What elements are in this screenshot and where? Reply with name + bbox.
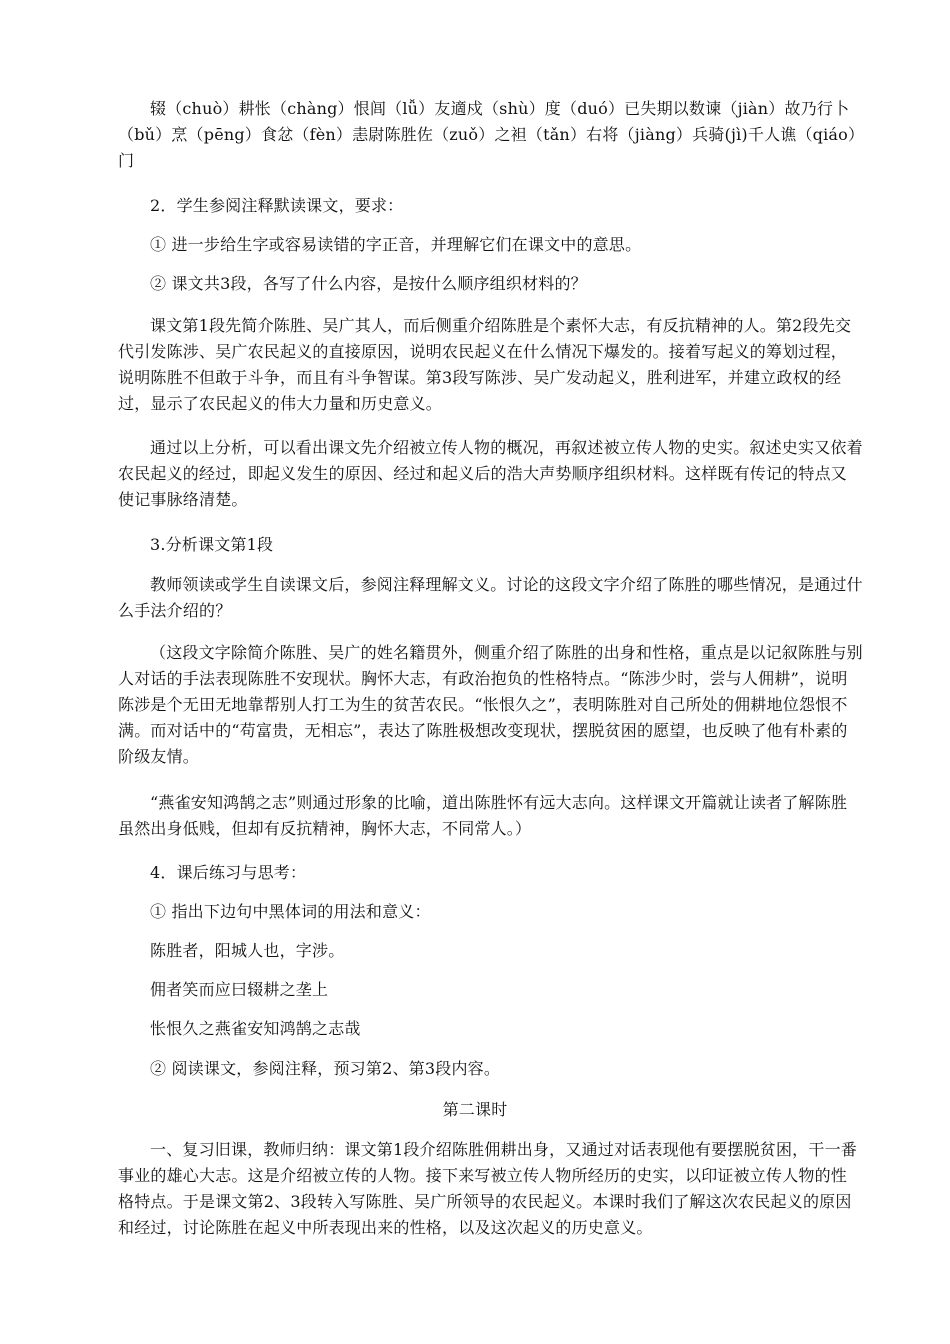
example-sentence-3: 怅恨久之燕雀安知鸿鹄之志哉 — [150, 1019, 361, 1038]
step-3-heading: 3.分析课文第1段 — [150, 535, 274, 554]
review-paragraph: 一、复习旧课，教师归纳：课文第1段介绍陈胜佣耕出身，又通过对话表现他有要摆脱贫困，干一番事业的雄心大志。这是介绍被立传的人物。接下来写被立传人物所经历的史实，以印证被立传人物的性格特点。于是课文第2、3段转入写陈胜、吴广所领导的农民起义。本课时我们了解这次农民起义的原因和经过，讨论陈胜在起义中所表现出来的性格，以及这次起义的历史意义。 — [118, 1140, 857, 1237]
step-4-heading: 4．课后练习与思考： — [150, 863, 307, 882]
example-sentence-1: 陈胜者，阳城人也，字涉。 — [150, 941, 345, 960]
exercise-2: ② 阅读课文，参阅注释，预习第2、第3段内容。 — [150, 1059, 501, 1078]
example-sentence-2: 佣者笑而应曰辍耕之垄上 — [150, 980, 329, 999]
exercise-1: ① 指出下边句中黑体词的用法和意义： — [150, 902, 431, 921]
metaphor-paragraph: “燕雀安知鸿鹄之志”则通过形象的比喻，道出陈胜怀有远大志向。这样课文开篇就让读者了解陈胜虽然出身低贱，但却有反抗精神，胸怀大志，不同常人。） — [118, 793, 848, 838]
pinyin-vocabulary-paragraph: 辍（chuò）耕怅（chàng）恨闾（lǚ）友適戍（shù）度（duó）已失期以数谏（jiàn）故乃行卜（bǔ）烹（pēng）食忿（fèn）恚尉陈胜佐（zuǒ）之袒（tǎn）右将（jiàng）兵骑(jì)千人谯（qiáo）门 — [118, 99, 857, 170]
discussion-prompt: 教师领读或学生自读课文后，参阅注释理解文义。讨论的这段文字介绍了陈胜的哪些情况，是通过什么手法介绍的？ — [118, 575, 863, 620]
summary-paragraph: 通过以上分析，可以看出课文先介绍被立传人物的概况，再叙述被立传人物的史实。叙述史实又依着农民起义的经过，即起义发生的原因、经过和起义后的浩大声势顺序组织材料。这样既有传记的特点又使记事脉络清楚。 — [118, 438, 863, 509]
analysis-paragraph: 课文第1段先简介陈胜、吴广其人，而后侧重介绍陈胜是个素怀大志，有反抗精神的人。第2段先交代引发陈涉、吴广农民起义的直接原因，说明农民起义在什么情况下爆发的。接着写起义的筹划过程，说明陈胜不但敢于斗争，而且有斗争智谋。第3段写陈涉、吴广发动起义，胜利进军，并建立政权的经过，显示了农民起义的伟大力量和历史意义。 — [118, 316, 852, 413]
section-title: 第二课时 — [442, 1100, 508, 1119]
requirement-1: ① 进一步给生字或容易读错的字正音，并理解它们在课文中的意思。 — [150, 235, 642, 254]
step-2-heading: 2．学生参阅注释默读课文，要求： — [150, 196, 404, 215]
requirement-2: ② 课文共3段，各写了什么内容，是按什么顺序组织材料的？ — [150, 274, 587, 293]
discussion-answer: （这段文字除简介陈胜、吴广的姓名籍贯外，侧重介绍了陈胜的出身和性格，重点是以记叙陈胜与别人对话的手法表现陈胜不安现状。胸怀大志，有政治抱负的性格特点。“陈涉少时，尝与人佣耕”，说明陈涉是个无田无地靠帮别人打工为生的贫苦农民。“怅恨久之”，表明陈胜对自己所处的佣耕地位怨恨不满。而对话中的“苟富贵，无相忘”，表达了陈胜极想改变现状，摆脱贫困的愿望，也反映了他有朴素的阶级友情。 — [118, 643, 863, 766]
